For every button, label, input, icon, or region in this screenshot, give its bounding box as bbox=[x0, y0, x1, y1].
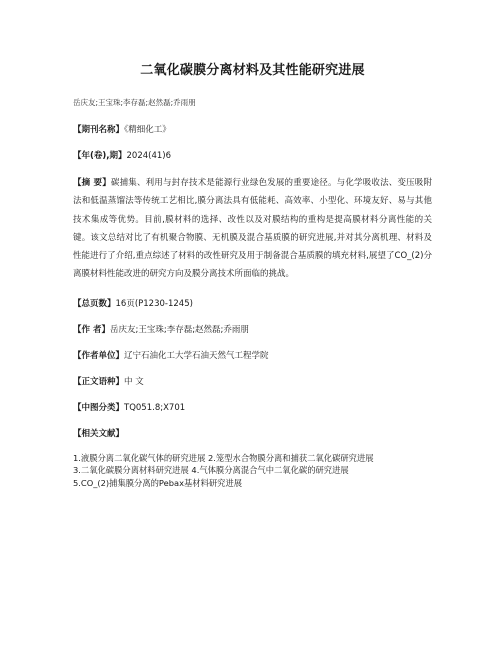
related-literature-list bbox=[73, 452, 432, 490]
abstract-text: 碳捕集、利用与封存技术是能源行业绿色发展的重要途径。与化学吸收法、变压吸附法和低温蒸馏法等传统工艺相比,膜分离法具有低能耗、高效率、小型化、环境友好、易与其他技术集成等优势。目前,膜材料的选择、改性以及对膜结构的重构是提高膜材料分离性能的关键。该文总结对比了有机聚合物膜、无机膜及混合基质膜的研究进展,并对其分离机理、材料及性能进行了介绍,重点综述了材料的改性研究及用于制备混合基质膜的填充材料,展望了CO_(2)分离膜材料性能改进的研究方向及膜分离技术所面临的挑战。 bbox=[73, 178, 432, 280]
abstract-label: 【摘 要】 bbox=[73, 178, 111, 188]
page-count-field bbox=[73, 298, 432, 310]
abstract-field bbox=[73, 174, 432, 284]
related-literature-line: 5.CO_(2)捕集膜分离的Pebax基材料研究进展 bbox=[73, 477, 243, 488]
author-line: 岳庆友;王宝珠;李存磊;赵然磊;乔雨朋 bbox=[73, 98, 196, 107]
language-field bbox=[73, 376, 432, 388]
year-issue-label: 【年(卷),期】 bbox=[73, 151, 127, 161]
affiliation-label: 【作者单位】 bbox=[73, 350, 125, 361]
affiliation-value: 辽宁石油化工大学石油天然气工程学院 bbox=[124, 350, 269, 361]
related-literature-line: 3.二氧化碳膜分离材料研究进展 4.气体膜分离混合气中二氧化碳的研究进展 bbox=[73, 465, 349, 476]
language-value: 中 文 bbox=[124, 376, 144, 387]
page-count-value: 16页(P1230-1245) bbox=[115, 298, 193, 309]
journal-name-label: 【期刊名称】 bbox=[73, 125, 125, 135]
journal-name-field bbox=[73, 124, 432, 136]
year-issue-field bbox=[73, 150, 432, 162]
classification-label: 【中图分类】 bbox=[73, 402, 125, 413]
author-label: 【作 者】 bbox=[73, 324, 110, 335]
language-label: 【正文语种】 bbox=[73, 376, 125, 387]
classification-field bbox=[73, 402, 432, 414]
paper-title: 二氧化碳膜分离材料及其性能研究进展 bbox=[140, 63, 365, 78]
related-literature-heading: 【相关文献】 bbox=[73, 428, 125, 439]
classification-value: TQ051.8;X701 bbox=[124, 402, 186, 413]
author-value: 岳庆友;王宝珠;李存磊;赵然磊;乔雨朋 bbox=[109, 324, 249, 335]
journal-name-value: 《精细化工》 bbox=[124, 125, 171, 135]
related-literature-line: 1.液膜分离二氧化碳气体的研究进展 2.笼型水合物膜分离和捕获二氧化碳研究进展 bbox=[73, 452, 374, 463]
author-field bbox=[73, 324, 432, 336]
affiliation-field bbox=[73, 350, 432, 362]
year-issue-value: 2024(41)6 bbox=[126, 151, 171, 161]
page-count-label: 【总页数】 bbox=[73, 298, 116, 309]
